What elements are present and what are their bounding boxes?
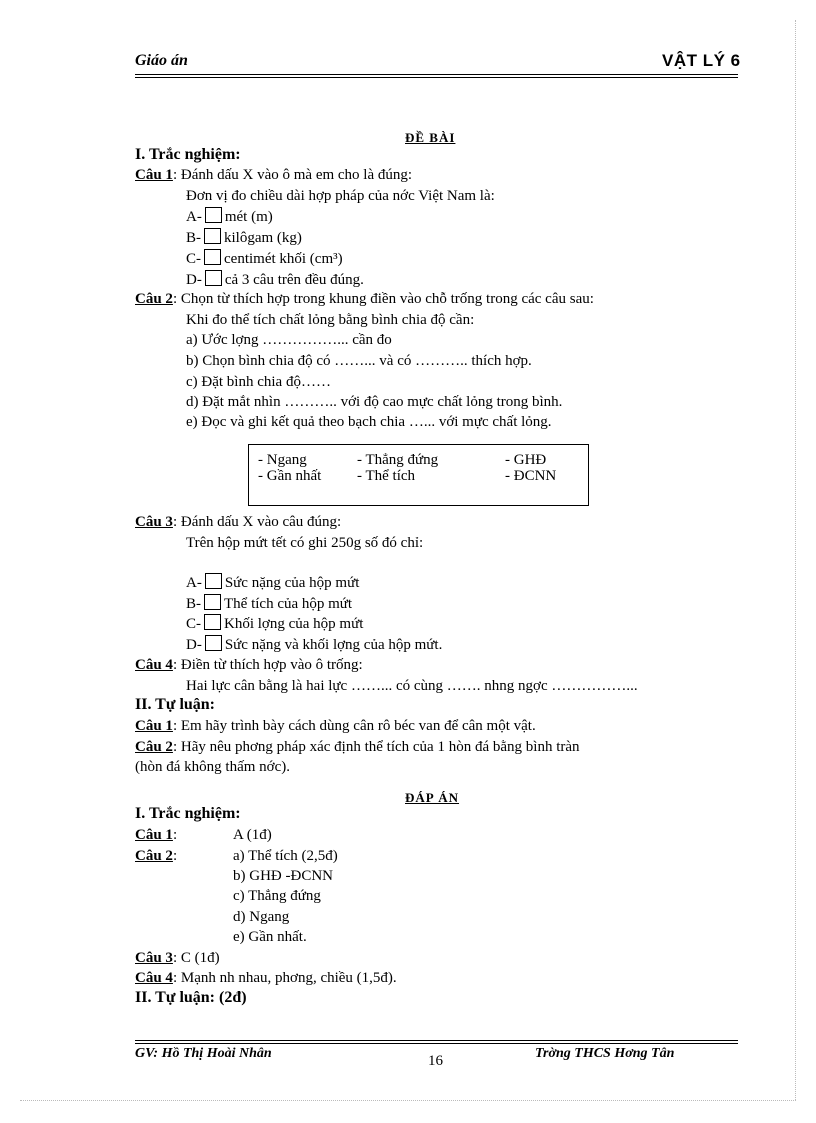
answer2-item: a) Thể tích (2,5đ) xyxy=(233,848,338,864)
q1-text: : Đánh dấu X vào ô mà em cho là đúng: xyxy=(172,167,413,183)
q4-line xyxy=(135,656,363,674)
answer2-item: c) Thẳng đứng xyxy=(233,888,321,904)
page-edge-right xyxy=(795,20,796,1100)
q3-option-b xyxy=(186,594,352,613)
q1-label: Câu 1 xyxy=(135,167,173,183)
essay2-text-cont: (hòn đá không thấm nớc). xyxy=(135,759,290,775)
q4-text: : Điền từ thích hợp vào ô trống: xyxy=(172,657,363,673)
essay2-text: : Hãy nêu phơng pháp xác định thể tích của 1 hòn đá bằng bình tràn xyxy=(172,739,580,755)
q2-item: a) Ước lợng ……………... cần đo xyxy=(186,332,392,348)
answer4-line xyxy=(135,969,397,987)
word-box-item: - GHĐ xyxy=(505,452,547,468)
q1-option-c xyxy=(186,249,343,268)
q2-text: : Chọn từ thích hợp trong khung điền vào chỗ trống trong các câu sau: xyxy=(172,291,594,307)
exam-title: ĐỀ BÀI xyxy=(405,130,456,145)
answer-title: ĐÁP ÁN xyxy=(405,790,460,805)
q4-stem: Hai lực cân bằng là hai lực ……... có cùng ……. nhng ngợc ……………... xyxy=(186,678,638,694)
answer3-text: : C (1đ) xyxy=(172,950,220,966)
q1-option-text: cả 3 câu trên đều đúng. xyxy=(224,272,364,288)
word-box-item: - ĐCNN xyxy=(505,468,557,484)
q3-option-d xyxy=(186,635,442,654)
checkbox[interactable] xyxy=(204,614,221,630)
answer4-label: Câu 4 xyxy=(135,970,173,986)
answer1-line xyxy=(135,826,177,844)
q3-option-prefix: B- xyxy=(186,596,201,612)
checkbox[interactable] xyxy=(204,594,221,610)
q3-option-prefix: A- xyxy=(186,575,202,591)
footer-school: Trờng THCS Hơng Tân xyxy=(535,1046,675,1061)
q3-stem: Trên hộp mứt tết có ghi 250g số đó chỉ: xyxy=(186,535,424,551)
q4-label: Câu 4 xyxy=(135,657,173,673)
footer-rule-bottom xyxy=(135,1043,738,1044)
q2-item: b) Chọn bình chia độ có ……... và có ……….. thích hợp. xyxy=(186,353,532,369)
essay1-label: Câu 1 xyxy=(135,718,173,734)
word-box-item: - Thể tích xyxy=(357,468,416,484)
q1-option-a xyxy=(186,207,273,226)
checkbox[interactable] xyxy=(205,573,222,589)
q3-option-prefix: C- xyxy=(186,616,201,632)
q1-option-prefix: C- xyxy=(186,251,201,267)
q1-option-b xyxy=(186,228,302,247)
q3-option-a xyxy=(186,573,359,592)
q3-label: Câu 3 xyxy=(135,514,173,530)
header-rule-bottom xyxy=(135,77,738,78)
q3-option-text: Sức nặng và khối lợng của hộp mứt. xyxy=(224,637,443,653)
answer1-text: A (1đ) xyxy=(233,827,272,843)
header-right: VẬT LÝ 6 xyxy=(662,51,741,70)
q1-option-prefix: D- xyxy=(186,272,202,288)
essay2-line xyxy=(135,738,580,756)
answer2-colon: : xyxy=(172,848,178,864)
word-box-item: - Gần nhất xyxy=(258,468,322,484)
answer1-colon: : xyxy=(172,827,178,843)
checkbox[interactable] xyxy=(204,228,221,244)
answer2-item: d) Ngang xyxy=(233,909,290,925)
answers-part2-title: II. Tự luận: (2đ) xyxy=(135,989,247,1006)
checkbox[interactable] xyxy=(205,207,222,223)
essay2-label: Câu 2 xyxy=(135,739,173,755)
answer1-label: Câu 1 xyxy=(135,827,173,843)
q3-option-text: Khối lợng của hộp mứt xyxy=(224,616,364,632)
answer2-item: b) GHĐ -ĐCNN xyxy=(233,868,333,884)
essay1-text: : Em hãy trình bày cách dùng cân rô béc van để cân một vật. xyxy=(172,718,536,734)
part2-title: II. Tự luận: xyxy=(135,696,216,713)
q1-option-d xyxy=(186,270,364,289)
page-number: 16 xyxy=(428,1053,443,1069)
part1-title: I. Trắc nghiệm: xyxy=(135,146,241,163)
word-box-item: - Thẳng đứng xyxy=(357,452,439,468)
q3-line xyxy=(135,513,341,531)
header-left: Giáo án xyxy=(135,52,188,69)
page-edge-bottom xyxy=(20,1100,796,1101)
q3-option-c xyxy=(186,614,363,633)
q1-option-text: centimét khối (cm³) xyxy=(224,251,343,267)
footer-rule-top xyxy=(135,1040,738,1041)
footer-teacher: GV: Hồ Thị Hoài Nhân xyxy=(135,1046,272,1061)
q2-label: Câu 2 xyxy=(135,291,173,307)
q3-option-prefix: D- xyxy=(186,637,202,653)
answer2-label: Câu 2 xyxy=(135,848,173,864)
checkbox[interactable] xyxy=(205,270,222,286)
q2-item: c) Đặt bình chia độ…… xyxy=(186,374,331,390)
answer4-text: : Mạnh nh nhau, phơng, chiều (1,5đ). xyxy=(172,970,397,986)
q2-stem: Khi đo thể tích chất lỏng bằng bình chia độ cần: xyxy=(186,312,475,328)
q3-option-text: Thể tích của hộp mứt xyxy=(224,596,353,612)
q1-option-prefix: A- xyxy=(186,209,202,225)
checkbox[interactable] xyxy=(204,249,221,265)
q3-text: : Đánh dấu X vào câu đúng: xyxy=(172,514,342,530)
q1-stem: Đơn vị đo chiều dài hợp pháp của nớc Việt Nam là: xyxy=(186,188,495,204)
checkbox[interactable] xyxy=(205,635,222,651)
header-rule-top xyxy=(135,74,738,75)
q2-item: e) Đọc và ghi kết quả theo bạch chia …... với mực chất lỏng. xyxy=(186,414,552,430)
answer2-item: e) Gần nhất. xyxy=(233,929,307,945)
q3-option-text: Sức nặng của hộp mứt xyxy=(224,575,360,591)
q1-option-text: kilôgam (kg) xyxy=(224,230,302,246)
q2-item: d) Đặt mắt nhìn ……….. với độ cao mực chất lỏng trong bình. xyxy=(186,394,563,410)
q2-line xyxy=(135,290,594,308)
answer3-line xyxy=(135,949,220,967)
q1-option-prefix: B- xyxy=(186,230,201,246)
answers-part1-title: I. Trắc nghiệm: xyxy=(135,805,241,822)
answer3-label: Câu 3 xyxy=(135,950,173,966)
answer2-line xyxy=(135,847,177,865)
q1-line xyxy=(135,166,412,184)
essay1-line xyxy=(135,717,536,735)
q1-option-text: mét (m) xyxy=(224,209,273,225)
word-box-item: - Ngang xyxy=(258,452,307,468)
